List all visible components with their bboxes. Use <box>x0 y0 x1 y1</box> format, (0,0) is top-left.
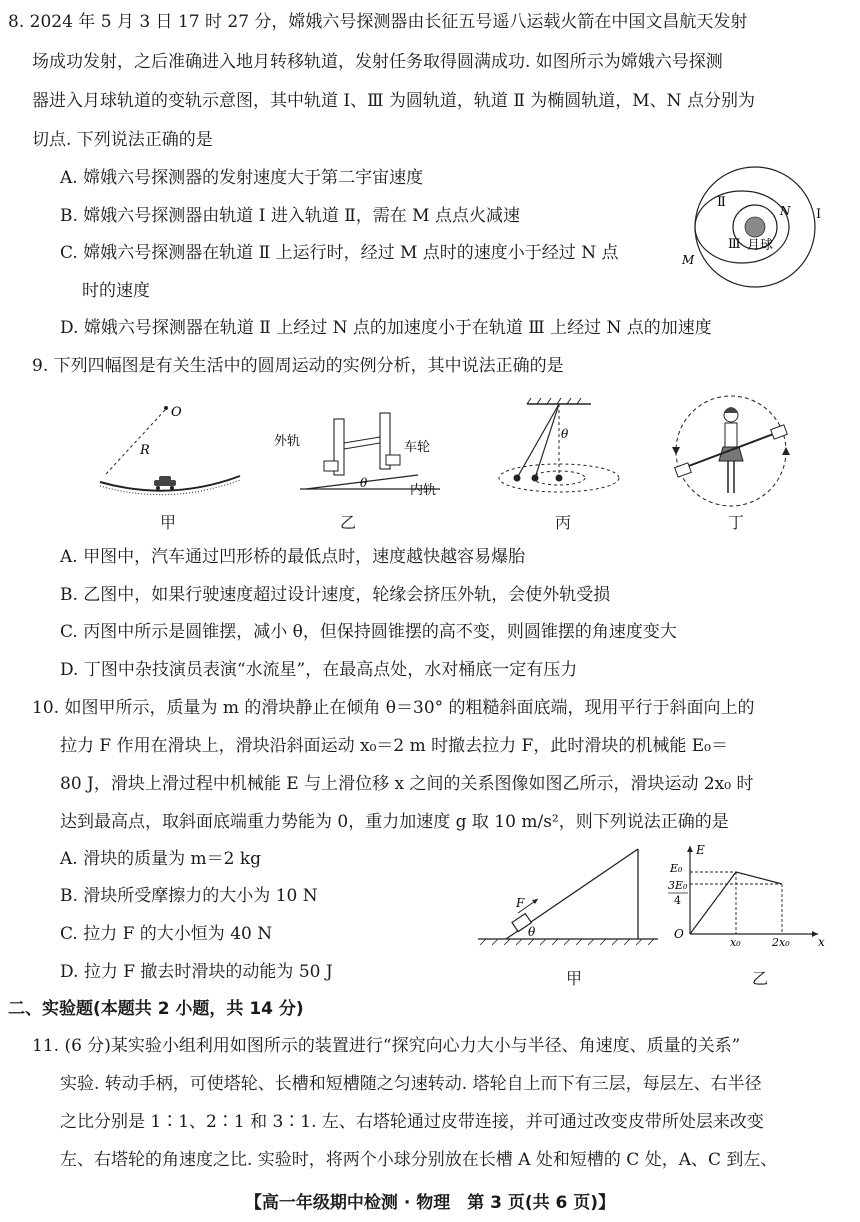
tick-4-label: 4 <box>674 894 681 907</box>
axis-x-label: x <box>818 935 825 949</box>
radius-r-label: R <box>140 443 150 458</box>
tick-3e0-label: 3E₀ <box>668 879 688 892</box>
q10-option-b: B. 滑块所受摩擦力的大小为 10 N <box>60 886 318 906</box>
q11-stem-line-1: 11. (6 分)某实验小组利用如图所示的装置进行“探究向心力大小与半径、角速度、质量的关系” <box>32 1036 741 1056</box>
q10-fig-yi-energy-graph <box>670 842 830 950</box>
q10-option-a: A. 滑块的质量为 m＝2 kg <box>60 849 262 869</box>
q10-stem-line-3: 80 J，滑块上滑过程中机械能 E 与上滑位移 x 之间的关系图像如图乙所示，滑块运动 2x₀ 时 <box>60 774 754 794</box>
incline-angle-label: θ <box>528 925 536 939</box>
q8-option-d: D. 嫦娥六号探测器在轨道 Ⅱ 上经过 N 点的加速度小于在轨道 Ⅲ 上经过 N 点的加速度 <box>60 318 712 338</box>
point-n-label: N <box>780 204 791 218</box>
q9-option-a: A. 甲图中，汽车通过凹形桥的最低点时，速度越快越容易爆胎 <box>60 547 526 567</box>
q11-stem-line-3: 之比分别是 1∶1、2∶1 和 3∶1. 左、右塔轮通过皮带连接，并可通过改变皮带所处层来改变 <box>60 1112 764 1132</box>
q10-option-d: D. 拉力 F 撤去时滑块的动能为 50 J <box>60 962 333 982</box>
q8-stem-line-3: 器进入月球轨道的变轨示意图，其中轨道 Ⅰ、Ⅲ 为圆轨道，轨道 Ⅱ 为椭圆轨道，M、N 点分别为 <box>32 91 755 111</box>
fig-yi-banked-track <box>270 405 450 498</box>
q9-option-d: D. 丁图中杂技演员表演“水流星”，在最高点处，水对桶底一定有压力 <box>60 660 578 680</box>
q10-fig-jia-incline <box>478 845 668 945</box>
q10-stem-line-2: 拉力 F 作用在滑块上，滑块沿斜面运动 x₀＝2 m 时撤去拉力 F，此时滑块的机械能 E₀＝ <box>60 736 728 756</box>
moon-label: 月球 <box>747 238 774 253</box>
force-f-label: F <box>516 896 525 910</box>
fig-bing-caption: 丙 <box>555 513 572 532</box>
pendulum-angle-label: θ <box>561 427 569 441</box>
fig-ding-caption: 丁 <box>728 513 745 532</box>
q8-stem-line-1: 8. 2024 年 5 月 3 日 17 时 27 分，嫦娥六号探测器由长征五号遥八运载火箭在中国文昌航天发射 <box>8 12 748 32</box>
q10-stem-line-4: 达到最高点，取斜面底端重力势能为 0，重力加速度 g 取 10 m/s²，则下列说法正确的是 <box>60 812 729 832</box>
point-m-label: M <box>682 253 695 267</box>
q11-stem-line-2: 实验. 转动手柄，可使塔轮、长槽和短槽随之匀速转动. 塔轮自上而下有三层，每层左、右半径 <box>60 1074 762 1094</box>
fig-yi-caption: 乙 <box>340 513 357 532</box>
tick-2x0-label: 2x₀ <box>772 936 790 949</box>
q10-fig-yi-caption: 乙 <box>752 969 769 988</box>
fig-ding-water-meteor <box>668 393 798 511</box>
center-o-label: O <box>171 405 182 420</box>
orbit-2-label: Ⅱ <box>717 195 726 210</box>
q8-stem-line-2: 场成功发射，之后准确进入地月转移轨道，发射任务取得圆满成功. 如图所示为嫦娥六号探测 <box>32 52 723 72</box>
orbit-1-label: Ⅰ <box>816 207 822 222</box>
orbit-3-label: Ⅲ <box>728 237 741 252</box>
page-footer: 【高一年级期中检测 · 物理 第 3 页(共 6 页)】 <box>244 1193 616 1213</box>
q10-fig-jia-caption: 甲 <box>566 969 583 988</box>
q8-option-a: A. 嫦娥六号探测器的发射速度大于第二宇宙速度 <box>60 168 424 188</box>
orbit-2-ellipse <box>695 191 789 263</box>
inner-rail-label: 内轨 <box>410 483 437 498</box>
q8-option-b: B. 嫦娥六号探测器由轨道 Ⅰ 进入轨道 Ⅱ，需在 M 点点火减速 <box>60 206 520 226</box>
q11-stem-line-4: 左、右塔轮的角速度之比. 实验时，将两个小球分别放在长槽 A 处和短槽的 C 处，A、C 到左、 <box>60 1150 778 1170</box>
outer-rail-label: 外轨 <box>274 434 301 449</box>
q9-stem: 9. 下列四幅图是有关生活中的圆周运动的实例分析，其中说法正确的是 <box>32 356 564 376</box>
moon-disc <box>745 217 765 237</box>
tick-x0-label: x₀ <box>730 936 741 949</box>
q9-option-c: C. 丙图中所示是圆锥摆，减小 θ，但保持圆锥摆的高不变，则圆锥摆的角速度变大 <box>60 622 677 642</box>
q10-stem-line-1: 10. 如图甲所示，质量为 m 的滑块静止在倾角 θ＝30° 的粗糙斜面底端，现用平行于斜面向上的 <box>32 698 755 718</box>
tick-e0-label: E₀ <box>670 862 683 875</box>
origin-o-label: O <box>674 927 684 941</box>
axis-e-label: E <box>696 843 705 857</box>
q8-option-c: C. 嫦娥六号探测器在轨道 Ⅱ 上运行时，经过 M 点时的速度小于经过 N 点 <box>60 243 619 263</box>
fig-jia-caption: 甲 <box>160 513 177 532</box>
q9-option-b: B. 乙图中，如果行驶速度超过设计速度，轮缘会挤压外轨，会使外轨受损 <box>60 585 611 605</box>
orbit-diagram <box>680 178 830 286</box>
fig-jia-concave-bridge <box>98 400 248 500</box>
wheel-label: 车轮 <box>404 440 431 455</box>
q8-stem-line-4: 切点. 下列说法正确的是 <box>32 130 213 150</box>
fig-bing-conical-pendulum <box>495 398 625 498</box>
section-2-title: 二、实验题(本题共 2 小题，共 14 分) <box>8 999 304 1019</box>
q8-option-c-cont: 时的速度 <box>82 281 150 301</box>
q10-option-c: C. 拉力 F 的大小恒为 40 N <box>60 924 273 944</box>
bank-angle-label: θ <box>360 476 368 490</box>
